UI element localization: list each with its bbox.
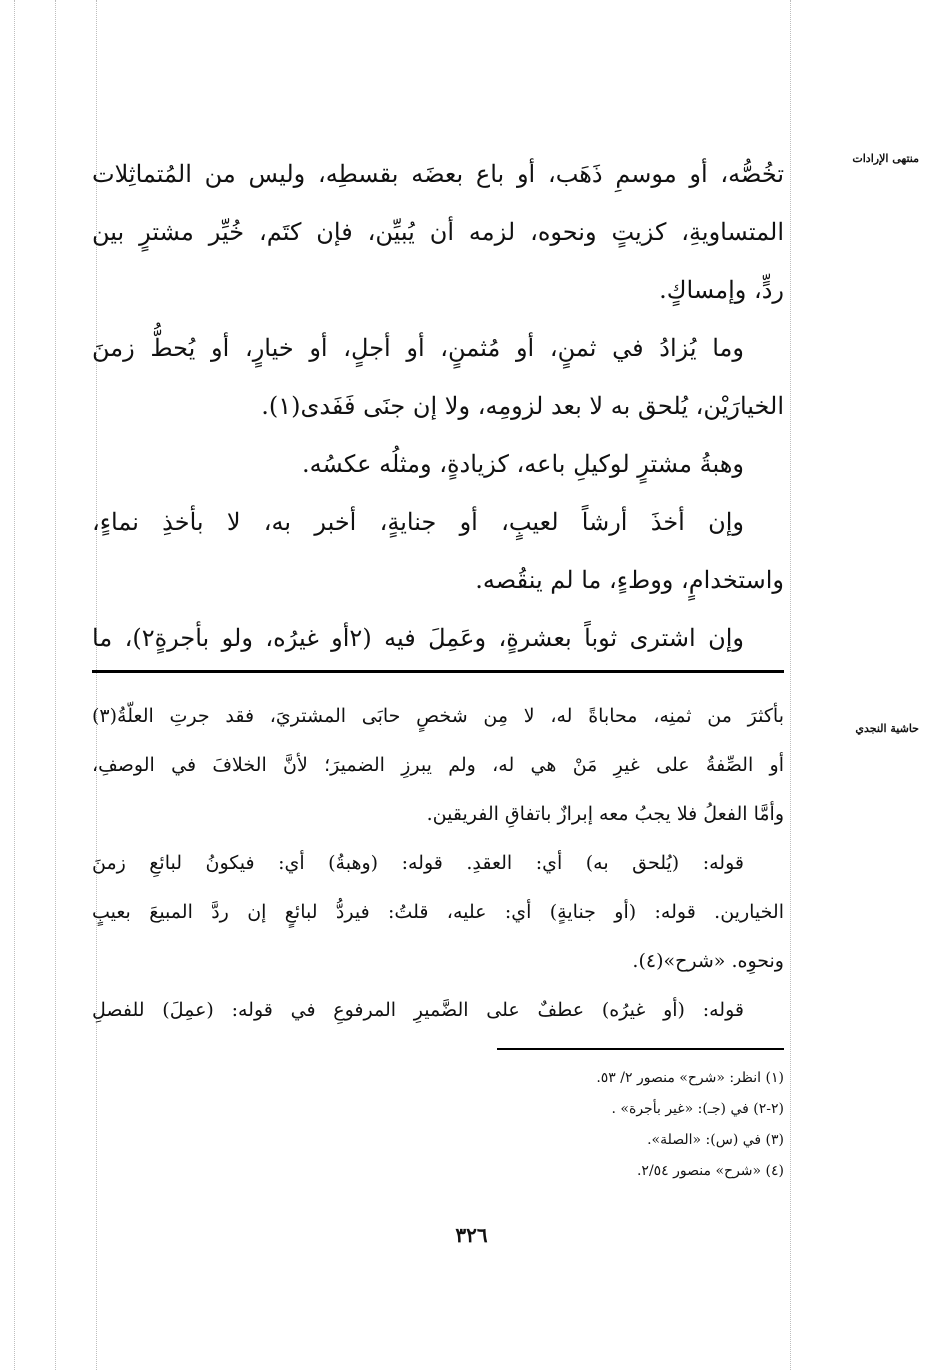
main-text-line: المتساويةِ، كزيتٍ ونحوه، لزمه أن يُبيِّن، فإن كتَم، خُيِّر مشترٍ بين	[92, 218, 784, 246]
footnotes	[400, 1063, 784, 1187]
dotted-margin-line	[55, 0, 56, 1370]
main-text-line: تخُصُّه، أو موسمِ ذَهَب، أو باع بعضَه بقسطِه، وليس من المُتماثِلات	[92, 160, 784, 188]
main-text	[92, 145, 784, 667]
commentary-line: وأمَّا الفعلُ فلا يجبُ معه إبرازٌ باتفاقِ الفريقين.	[426, 803, 784, 825]
footnote: (٣) في (س): «الصلة».	[647, 1132, 784, 1148]
main-text-line: ردٍّ، وإمساكٍ.	[659, 276, 784, 304]
main-text-line: واستخدامٍ، ووطءٍ، ما لم ينقُصه.	[475, 566, 784, 594]
main-text-line: وهبةُ مشترٍ لوكيلِ باعه، كزيادةٍ، ومثلُه عكسُه.	[301, 450, 744, 478]
main-text-label: منتهى الإرادات	[852, 152, 919, 165]
dotted-margin-line	[790, 0, 791, 1370]
dotted-margin-line	[14, 0, 15, 1370]
commentary-line: الخيارين. قوله: (أو جنايةٍ) أي: عليه، قلتُ: فيردُّ لبائعٍ إن ردَّ المبيعَ بعيبٍ	[92, 901, 784, 923]
commentary-line: ونحوِه. «شرح»(٤).	[632, 950, 784, 972]
main-text-line: الخيارَيْن، يُلحق به لا بعد لزومِه، ولا إن جنَى فَفَدى(١).	[261, 392, 784, 420]
commentary-line: قوله: (يُلحق به) أي: العقدِ. قوله: (وهبةُ) أي: فيكونُ لبائعِ زمنَ	[92, 852, 744, 874]
footnote: (٤) «شرح» منصور ٢/٥٤.	[636, 1163, 784, 1179]
footnote-divider	[497, 1048, 784, 1050]
main-text-line: وإن أخذَ أرشاً لعيبٍ، أو جنايةٍ، أخبر به، لا بأخذِ نماءٍ،	[92, 508, 744, 536]
commentary-line: قوله: (أو غيرُه) عطفٌ على الضَّميرِ المرفوعِ في قوله: (عمِلَ) للفصلِ	[92, 999, 744, 1021]
footnote: (١) انظر: «شرح» منصور ٢/ ٥٣.	[596, 1070, 784, 1086]
commentary-label: حاشية النجدي	[855, 722, 919, 735]
commentary-line: أو الصِّفةُ على غيرِ مَنْ هي له، ولم يبرزِ الضميرَ؛ لأنَّ الخلافَ في الوصفِ،	[92, 754, 784, 776]
commentary-line: بأكثرَ من ثمنِه، محاباةً له، لا مِن شخصٍ حابَى المشتريَ، فقد جرتِ العلّةُ(٣)	[92, 705, 784, 727]
main-text-line: وما يُزادُ في ثمنٍ، أو مُثمنٍ، أو أجلٍ، أو خيارٍ، أو يُحطُّ زمنَ	[92, 334, 744, 362]
commentary-text	[92, 692, 784, 1035]
page-number: ٣٢٦	[455, 1223, 488, 1247]
section-divider	[92, 670, 784, 673]
footnote: (٢-٢) في (جـ): «غير بأجرة» .	[611, 1101, 784, 1117]
main-text-line: وإن اشترى ثوباً بعشرةٍ، وعَمِلَ فيه (٢أو غيرُه، ولو بأجرةٍ٢)، ما	[92, 624, 744, 652]
